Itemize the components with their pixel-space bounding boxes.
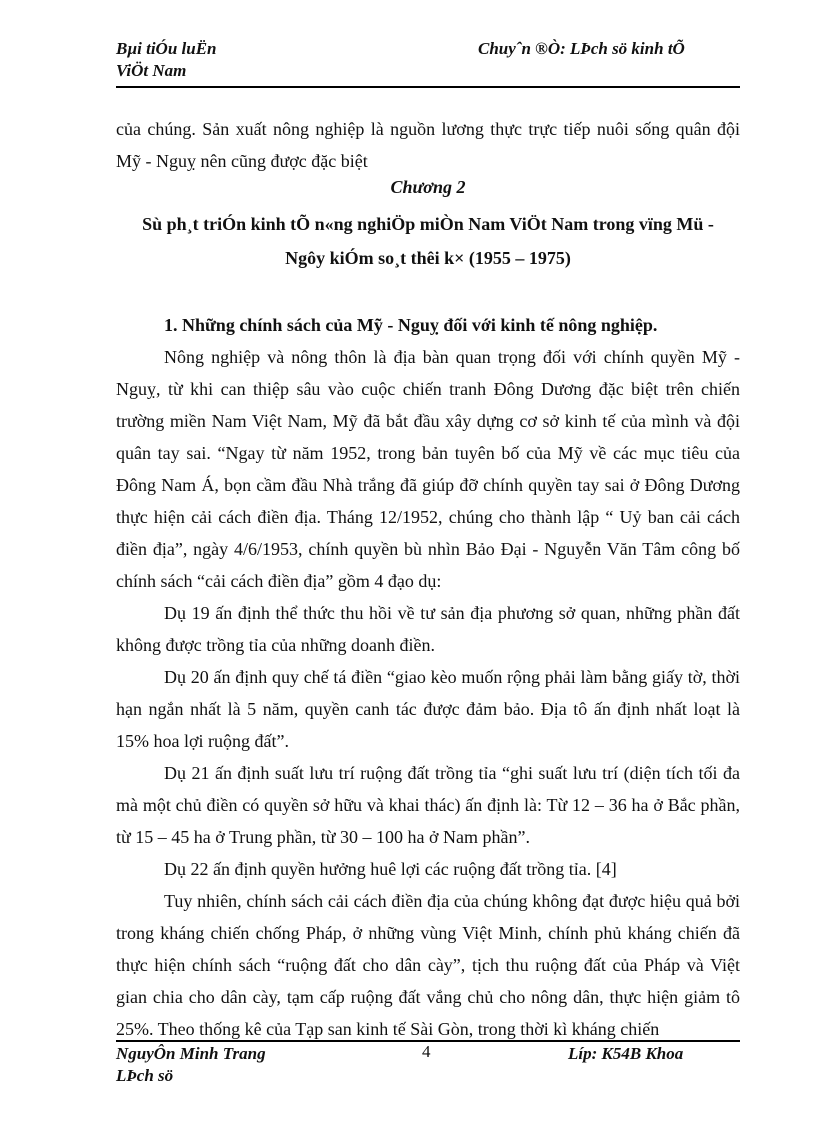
footer-left (116, 1043, 266, 1087)
header-left (116, 38, 217, 82)
body-paragraph: Nông nghiệp và nông thôn là địa bàn quan trọng đối với chính quyền Mỹ - Nguỵ, từ khi can thiệp sâu vào cuộc chiến tranh Đông Dương đặc biệt trên chiến trường miền Nam Việt Nam, Mỹ đã bắt đầu xây dựng cơ sở kinh tế của mình và đội quân tay sai. “Ngay từ năm 1952, trong bản tuyên bố của Mỹ về các mục tiêu của Đông Nam Á, bọn cầm đầu Nhà trắng đã giúp đỡ chính quyền tay sai ở Đông Dương thực hiện cải cách điền địa. Tháng 12/1952, chúng cho thành lập “ Uỷ ban cải cách điền địa”, ngày 4/6/1953, chính quyền bù nhìn Bảo Đại - Nguyễn Văn Tâm công bố chính sách “cải cách điền địa” gồm 4 đạo dụ: (116, 347, 740, 591)
chapter-label: Chương 2 (390, 177, 466, 197)
page-number: 4 (422, 1042, 431, 1061)
page-header (116, 38, 740, 84)
chapter-title-line2: Ngôy kiÓm so¸t thêi k× (1955 – 1975) (285, 248, 571, 268)
page-footer (116, 1043, 740, 1089)
header-left-line1: Bµi tiÓu luËn (116, 39, 217, 58)
body-paragraph: Dụ 20 ấn định quy chế tá điền “giao kèo muốn rộng phải làm bằng giấy tờ, thời hạn ngắn nhất là 5 năm, quyền canh tác được đảm bảo. Địa tô ấn định nhất loạt là 15% hoa lợi ruộng đất”. (116, 667, 740, 751)
body-paragraph: Dụ 19 ấn định thể thức thu hồi về tư sản địa phương sở quan, những phần đất không được trồng tỉa của những doanh điền. (116, 603, 740, 655)
footer-author: NguyÔn Minh Trang (116, 1044, 266, 1063)
chapter-title-line1: Sù ph¸t triÓn kinh tÕ n«ng nghiÖp miÒn Nam ViÖt Nam trong vïng Mü - (142, 214, 714, 234)
footer-class: Líp: K54B Khoa (568, 1044, 684, 1063)
header-rule (116, 86, 740, 88)
section-heading: 1. Những chính sách của Mỹ - Nguỵ đối với kinh tế nông nghiệp. (164, 315, 658, 335)
body-paragraph: Tuy nhiên, chính sách cải cách điền địa của chúng không đạt được hiệu quả bởi trong kháng chiến chống Pháp, ở những vùng Việt Minh, chính phủ kháng chiến đã thực hiện chính sách “ruộng đất cho dân cày”, tịch thu ruộng đất của Pháp và Việt gian chia cho dân cày, tạm cấp ruộng đất vắng chủ cho nông dân, thực hiện giảm tô 25%. Theo thống kê của Tạp san kinh tế Sài Gòn, trong thời kì kháng chiến (116, 891, 740, 1039)
body-paragraph: Dụ 21 ấn định suất lưu trí ruộng đất trồng tỉa “ghi suất lưu trí (diện tích tối đa mà một chủ điền có quyền sở hữu và khai thác) ấn định là: Từ 12 – 36 ha ở Bắc phần, từ 15 – 45 ha ở Trung phần, từ 30 – 100 ha ở Nam phần”. (116, 763, 740, 847)
header-right: Chuyˆn ®Ò: LÞch sö kinh tÕ (478, 39, 685, 58)
page-content (116, 113, 740, 1045)
header-left-line2: ViÖt Nam (116, 61, 187, 80)
intro-paragraph: của chúng. Sản xuất nông nghiệp là nguồn lương thực trực tiếp nuôi sống quân đội Mỹ - Nguỵ nên cũng được đặc biệt (116, 119, 740, 171)
footer-subject: LÞch sö (116, 1066, 174, 1085)
body-paragraph: Dụ 22 ấn định quyền hưởng huê lợi các ruộng đất trồng tỉa. [4] (164, 859, 617, 879)
